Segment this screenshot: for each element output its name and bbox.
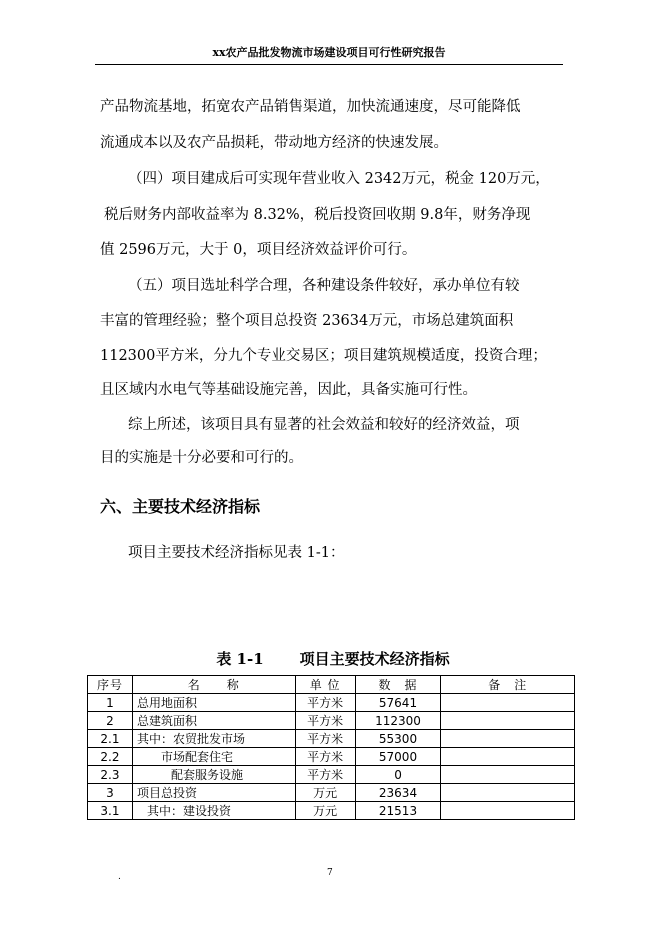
cell-value: 21513 <box>355 802 441 820</box>
cell-value: 23634 <box>355 784 441 802</box>
paragraph-line: （五）项目选址科学合理，各种建设条件较好，承办单位有较 <box>128 278 520 294</box>
cell-no: 2.3 <box>88 766 133 784</box>
table-row <box>88 730 575 748</box>
cell-no: 2.2 <box>88 748 133 766</box>
paragraph-line: 流通成本以及农产品损耗，带动地方经济的快速发展。 <box>100 135 448 151</box>
paragraph-line: （四）项目建成后可实现年营业收入 2342万元，税金 120万元， <box>128 171 550 187</box>
cell-value: 57641 <box>355 694 441 712</box>
table-caption-title: 项目主要技术经济指标 <box>299 650 450 668</box>
cell-value: 112300 <box>355 712 441 730</box>
cell-name: 配套服务设施 <box>132 766 295 784</box>
cell-name: 市场配套住宅 <box>132 748 295 766</box>
cell-note <box>441 730 575 748</box>
cell-note <box>441 712 575 730</box>
cell-no: 3.1 <box>88 802 133 820</box>
paragraph-line: 产品物流基地，拓宽农产品销售渠道，加快流通速度，尽可能降低 <box>100 99 521 115</box>
cell-unit: 平方米 <box>295 748 355 766</box>
table-caption <box>100 648 566 669</box>
table-row <box>88 766 575 784</box>
section-heading: 六、主要技术经济指标 <box>100 497 261 516</box>
header-note: 备 注 <box>441 676 575 694</box>
table-row <box>88 748 575 766</box>
cell-note <box>441 766 575 784</box>
paragraph-line: 丰富的管理经验；整个项目总投资 23634万元，市场总建筑面积 <box>100 313 514 329</box>
cell-unit: 万元 <box>295 802 355 820</box>
cell-no: 2 <box>88 712 133 730</box>
page-number: 7 <box>327 868 333 878</box>
cell-unit: 平方米 <box>295 694 355 712</box>
cell-value: 0 <box>355 766 441 784</box>
paragraph-line: 税后财务内部收益率为 8.32%，税后投资回收期 9.8年，财务净现 <box>104 207 531 223</box>
document-header: xx农产品批发物流市场建设项目可行性研究报告 <box>95 44 563 65</box>
paragraph-line: 112300平方米，分九个专业交易区；项目建筑规模适度，投资合理； <box>100 348 547 364</box>
table-row <box>88 712 575 730</box>
cell-note <box>441 784 575 802</box>
cell-name: 总用地面积 <box>132 694 295 712</box>
cell-unit: 平方米 <box>295 766 355 784</box>
header-no: 序号 <box>88 676 133 694</box>
cell-name: 总建筑面积 <box>132 712 295 730</box>
cell-name: 项目总投资 <box>132 784 295 802</box>
table-row <box>88 802 575 820</box>
cell-unit: 万元 <box>295 784 355 802</box>
cell-value: 57000 <box>355 748 441 766</box>
paragraph-line: 值 2596万元，大于 0，项目经济效益评价可行。 <box>100 242 417 258</box>
paragraph-line: 综上所述，该项目具有显著的社会效益和较好的经济效益，项 <box>128 417 520 433</box>
cell-no: 3 <box>88 784 133 802</box>
section-intro: 项目主要技术经济指标见表 1-1： <box>128 545 345 561</box>
cell-note <box>441 694 575 712</box>
table-row <box>88 784 575 802</box>
cell-no: 1 <box>88 694 133 712</box>
cell-unit: 平方米 <box>295 730 355 748</box>
header-name: 名 称 <box>132 676 295 694</box>
cell-note <box>441 802 575 820</box>
paragraph-line: 目的实施是十分必要和可行的。 <box>100 450 303 466</box>
cell-name: 其中：农贸批发市场 <box>132 730 295 748</box>
table-caption-number: 表 1-1 <box>216 650 264 668</box>
cell-unit: 平方米 <box>295 712 355 730</box>
header-value: 数 据 <box>355 676 441 694</box>
header-unit: 单 位 <box>295 676 355 694</box>
table-header-row <box>88 676 575 694</box>
indicators-table <box>87 675 575 820</box>
table-row <box>88 694 575 712</box>
cell-value: 55300 <box>355 730 441 748</box>
cell-note <box>441 748 575 766</box>
paragraph-line: 且区域内水电气等基础设施完善，因此，具备实施可行性。 <box>100 382 477 398</box>
cell-name: 其中：建设投资 <box>132 802 295 820</box>
cell-no: 2.1 <box>88 730 133 748</box>
footer-dot: . <box>118 872 121 882</box>
